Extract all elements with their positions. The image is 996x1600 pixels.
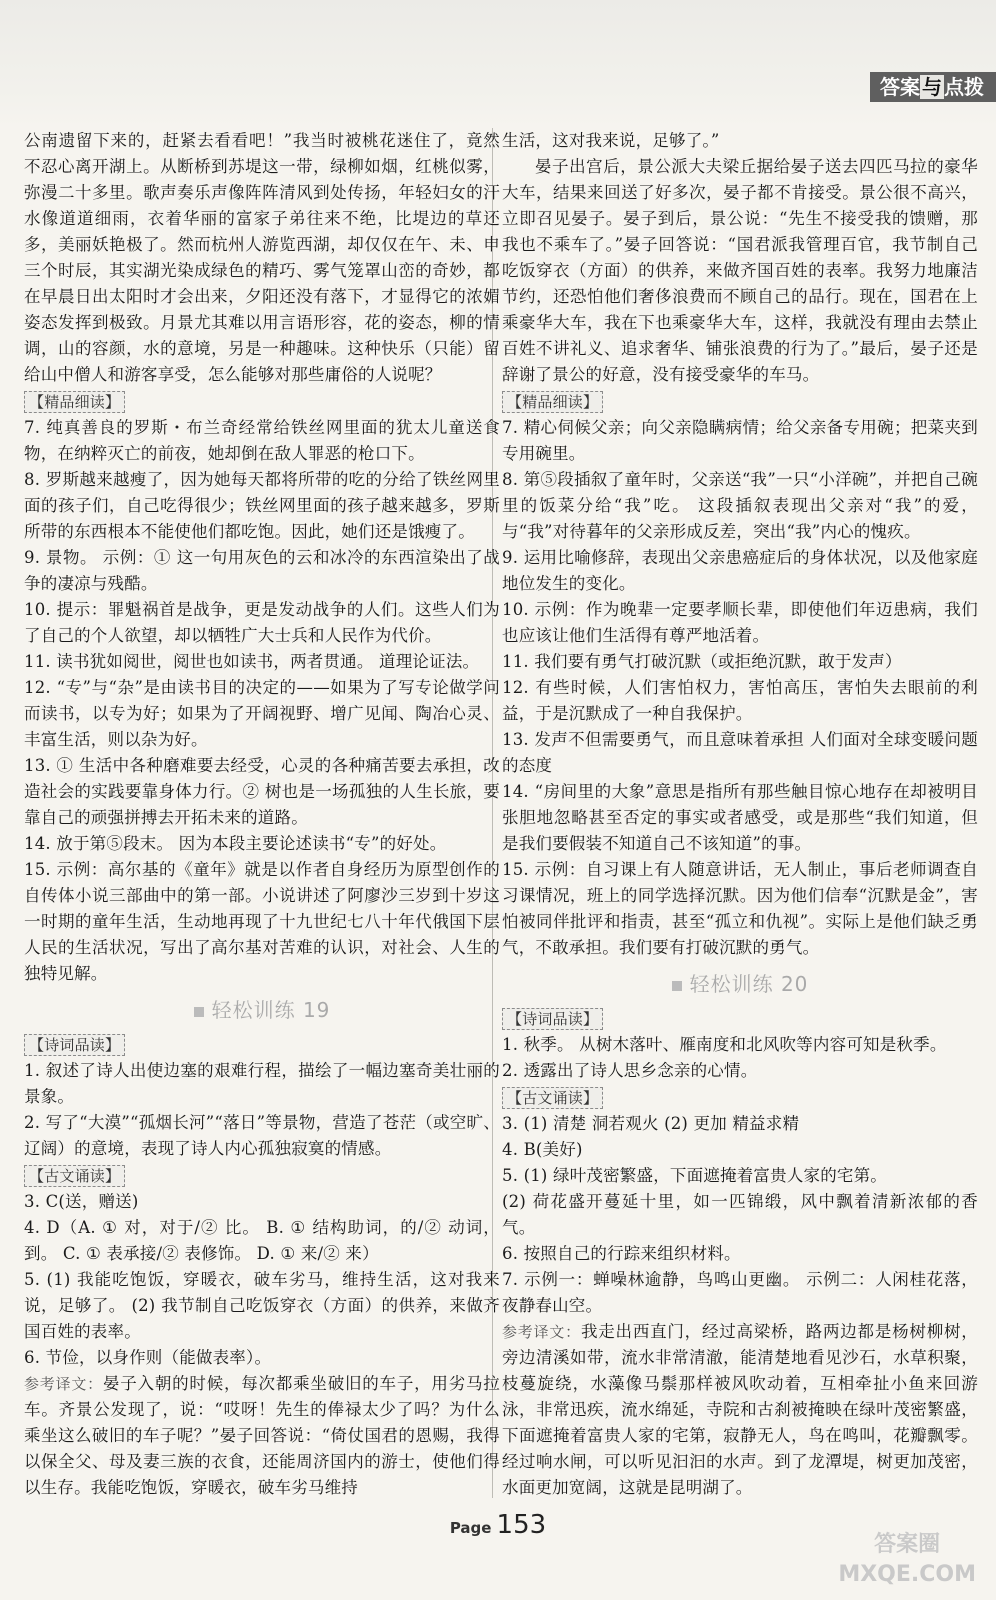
answer-item: 1. 叙述了诗人出使边塞的艰难行程，描绘了一幅边塞奇美壮丽的景象。 <box>24 1061 500 1106</box>
lesson-marker-icon <box>672 981 682 991</box>
translation-continued: 生活，这对我来说，足够了。” <box>502 131 720 150</box>
answer-item: 14. “房间里的大象”意思是指所有那些触目惊心地存在却被明目张胆地忽略甚至否定的事实或者感受，或是那些“我们知道，但是我们要假装不知道自己不该知道”的事。 <box>502 782 978 853</box>
lesson-heading <box>24 997 500 1023</box>
answer-item: 8. 罗斯越来越瘦了，因为她每天都将所带的吃的分给了铁丝网里面的孩子们，自己吃得很少；铁丝网里面的孩子越来越多，罗斯所带的东西根本不能使他们都吃饱。因此，她们还是饿瘦了。 <box>24 470 500 541</box>
answer-item: 2. 写了“大漠”“孤烟长河”“落日”等景物，营造了苍茫（或空旷、辽阔）的意境，表现了诗人内心孤独寂寞的情感。 <box>24 1113 500 1158</box>
section-label: 【精品细读】 <box>502 391 603 413</box>
answer-item: 7. 纯真善良的罗斯・布兰奇经常给铁丝网里面的犹太儿童送食物，在纳粹灭亡的前夜，她却倒在敌人罪恶的枪口下。 <box>24 418 500 463</box>
tab-word-hint: 点拨 <box>944 75 984 99</box>
answer-item: (2) 荷花盛开蔓延十里，如一匹锦缎，风中飘着清新浓郁的香气。 <box>502 1192 978 1237</box>
answer-item: 3. C(送，赠送) <box>24 1192 139 1211</box>
answer-item: 11. 我们要有勇气打破沉默（或拒绝沉默，敢于发声） <box>502 652 902 671</box>
lesson-title: 轻松训练 20 <box>689 972 809 996</box>
watermark-logo <box>838 1530 976 1590</box>
answer-tab <box>870 72 996 102</box>
answer-item: 1. 秋季。 从树木落叶、雁南度和北风吹等内容可知是秋季。 <box>502 1035 947 1054</box>
reference-label: 参考译文： <box>502 1323 581 1341</box>
answer-item: 12. “专”与“杂”是由读书目的决定的——如果为了写专论做学问而读书，以专为好；如果为了开阔视野、增广见闻、陶冶心灵、丰富生活，则以杂为好。 <box>24 678 500 749</box>
watermark-line: MXQE.COM <box>838 1562 976 1587</box>
section-label: 【诗词品读】 <box>24 1034 125 1056</box>
answer-item: 8. 第⑤段插叙了童年时，父亲送“我”一只“小洋碗”，并把自己碗里的饭菜分给“我”吃。 这段插叙表现出父亲对“我”的爱，与“我”对待暮年的父亲形成反差，突出“我”内心的愧疚。 <box>502 470 978 541</box>
answer-item: 4. B(美好) <box>502 1140 583 1159</box>
answer-item: 3. (1) 清楚 洞若观火 (2) 更加 精益求精 <box>502 1114 800 1133</box>
reference-text: 我走出西直门，经过高梁桥，路两边都是杨树柳树，旁边清溪如带，流水非常清澈，能清楚地看见沙石，水草积聚，枝蔓旋绕，水藻像马鬃那样被风吹动着，互相牵扯小鱼来回游泳，非常迅疾，流水绵延，寺院和古刹被掩映在绿叶茂密繁盛，下面遮掩着富贵人家的宅第，寂静无人，鸟在鸣叫，花瓣飘零。经过响水闸，可以听见汩汩的水声。到了龙潭堤，树更加茂密，水面更加宽阔，这就是昆明湖了。 <box>502 1322 978 1497</box>
answer-item: 5. (1) 我能吃饱饭，穿暖衣，破车劣马，维持生活，这对我来说，足够了。 (2) 我节制自己吃饭穿衣（方面）的供养，来做齐国百姓的表率。 <box>24 1270 500 1341</box>
section-label: 【精品细读】 <box>24 391 125 413</box>
answer-item: 13. ① 生活中各种磨难要去经受，心灵的各种痛苦要去承担，改造社会的实践要靠身体力行。② 树也是一场孤独的人生长旅，要靠自己的顽强拼搏去开拓未来的道路。 <box>24 756 500 827</box>
watermark-line: 答案圈 <box>874 1532 941 1557</box>
lesson-heading <box>502 971 978 997</box>
page-label: Page <box>449 1519 492 1537</box>
section-label: 【古文诵读】 <box>24 1165 125 1187</box>
answer-item: 14. 放于第⑤段末。 因为本段主要论述读书“专”的好处。 <box>24 834 447 853</box>
answer-item: 2. 透露出了诗人思乡念亲的心情。 <box>502 1061 758 1080</box>
answer-item: 11. 读书犹如阅世，阅世也如读书，两者贯通。 道理论证法。 <box>24 652 480 671</box>
page-header-band <box>0 0 996 128</box>
answer-item: 7. 示例一：蝉噪林逾静，鸟鸣山更幽。 示例二：人闲桂花落，夜静春山空。 <box>502 1270 978 1315</box>
answer-item: 4. D（A. ① 对，对于/② 比。 B. ① 结构助词，的/② 动词，到。 C. ① 表承接/② 表修饰。 D. ① 来/② 来） <box>24 1218 500 1263</box>
translation-continued: 公南遗留下来的，赶紧去看看吧！”我当时被桃花迷住了，竟然不忍心离开湖上。从断桥到苏堤这一带，绿柳如烟，红桃似雾，弥漫二十多里。歌声奏乐声像阵阵清风到处传扬，年轻妇女的汗水像道道细雨，衣着华丽的富家子弟往来不绝，比堤边的草还多，美丽妖艳极了。然而杭州人游览西湖，却仅仅在午、未、申三个时辰，其实湖光染成绿色的精巧、雾气笼罩山峦的奇妙，都在早晨日出太阳时才会出来，夕阳还没有落下，才显得它的浓媚姿态发挥到极致。月景尤其难以用言语形容，花的姿态，柳的情调，山的容颜，水的意境，另是一种趣味。这种快乐（只能）留给山中僧人和游客享受，怎么能够对那些庸俗的人说呢？ <box>24 131 500 384</box>
translation-paragraph: 晏子出宫后，景公派大夫梁丘据给晏子送去四匹马拉的豪华大车，结果来回送了好多次，晏子都不肯接受。景公很不高兴，立即召见晏子。晏子到后，景公说：“先生不接受我的馈赠，那我也不乘车了。”晏子回答说：“国君派我管理百官，我节制自己吃饭穿衣（方面）的供养，来做齐国百姓的表率。我努力地廉洁节约，还恐怕他们奢侈浪费而不顾自己的品行。现在，国君在上乘豪华大车，我在下也乘豪华大车，这样，我就没有理由去禁止百姓不讲礼义、追求奢华、铺张浪费的行为了。”最后，晏子还是辞谢了景公的好意，没有接受豪华的车马。 <box>502 157 978 384</box>
section-label: 【古文诵读】 <box>502 1087 603 1109</box>
answer-item: 9. 景物。 示例：① 这一句用灰色的云和冰冷的东西渲染出了战争的凄凉与残酷。 <box>24 548 500 593</box>
answer-item: 10. 提示：罪魁祸首是战争，更是发动战争的人们。这些人们为了自己的个人欲望，却以牺牲广大士兵和人民作为代价。 <box>24 600 500 645</box>
tab-word-and: 与 <box>922 75 942 99</box>
answer-item: 6. 节俭，以身作则（能做表率）。 <box>24 1348 272 1367</box>
reference-text: 晏子入朝的时候，每次都乘坐破旧的车子，用劣马拉车。齐景公发现了，说：“哎呀！先生的俸禄太少了吗？为什么乘坐这么破旧的车子呢？”晏子回答说：“倚仗国君的恩赐，我得以保全父、母及妻三族的衣食，还能周济国内的游士，使他们得以生存。我能吃饱饭，穿暖衣，破车劣马维持 <box>24 1374 500 1497</box>
answer-item: 9. 运用比喻修辞，表现出父亲患癌症后的身体状况，以及他家庭地位发生的变化。 <box>502 548 978 593</box>
answer-item: 6. 按照自己的行踪来组织材料。 <box>502 1244 741 1263</box>
reference-translation <box>24 1371 500 1501</box>
reference-translation <box>502 1319 978 1501</box>
answer-item: 5. (1) 绿叶茂密繁盛，下面遮掩着富贵人家的宅第。 <box>502 1166 888 1185</box>
lesson-marker-icon <box>194 1007 204 1017</box>
reference-label: 参考译文： <box>24 1375 103 1393</box>
right-column <box>502 128 978 1501</box>
answer-item: 15. 示例：自习课上有人随意讲话，无人制止，事后老师调查自习课情况，班上的同学选择沉默。因为他们信奉“沉默是金”，害怕被同伴批评和指责，甚至“孤立和仇视”。实际上是他们缺乏勇气，不敢承担。我们要有打破沉默的勇气。 <box>502 860 978 957</box>
answer-item: 13. 发声不但需要勇气，而且意味着承担 人们面对全球变暖问题的态度 <box>502 730 978 775</box>
left-column <box>24 128 500 1501</box>
answer-item: 15. 示例：高尔基的《童年》就是以作者自身经历为原型创作的自传体小说三部曲中的第一部。小说讲述了阿廖沙三岁到十岁这一时期的童年生活，生动地再现了十九世纪七八十年代俄国下层人民的生活状况，写出了高尔基对苦难的认识，对社会、人生的独特见解。 <box>24 860 500 983</box>
section-label: 【诗词品读】 <box>502 1008 603 1030</box>
tab-word-answer: 答案 <box>880 75 920 99</box>
page-number: 153 <box>496 1510 547 1540</box>
answer-item: 10. 示例：作为晚辈一定要孝顺长辈，即使他们年迈患病，我们也应该让他们生活得有尊严地活着。 <box>502 600 978 645</box>
answer-item: 12. 有些时候，人们害怕权力，害怕高压，害怕失去眼前的利益，于是沉默成了一种自我保护。 <box>502 678 978 723</box>
lesson-title: 轻松训练 19 <box>211 998 331 1022</box>
answer-item: 7. 精心伺候父亲；向父亲隐瞒病情；给父亲备专用碗；把菜夹到专用碗里。 <box>502 418 978 463</box>
